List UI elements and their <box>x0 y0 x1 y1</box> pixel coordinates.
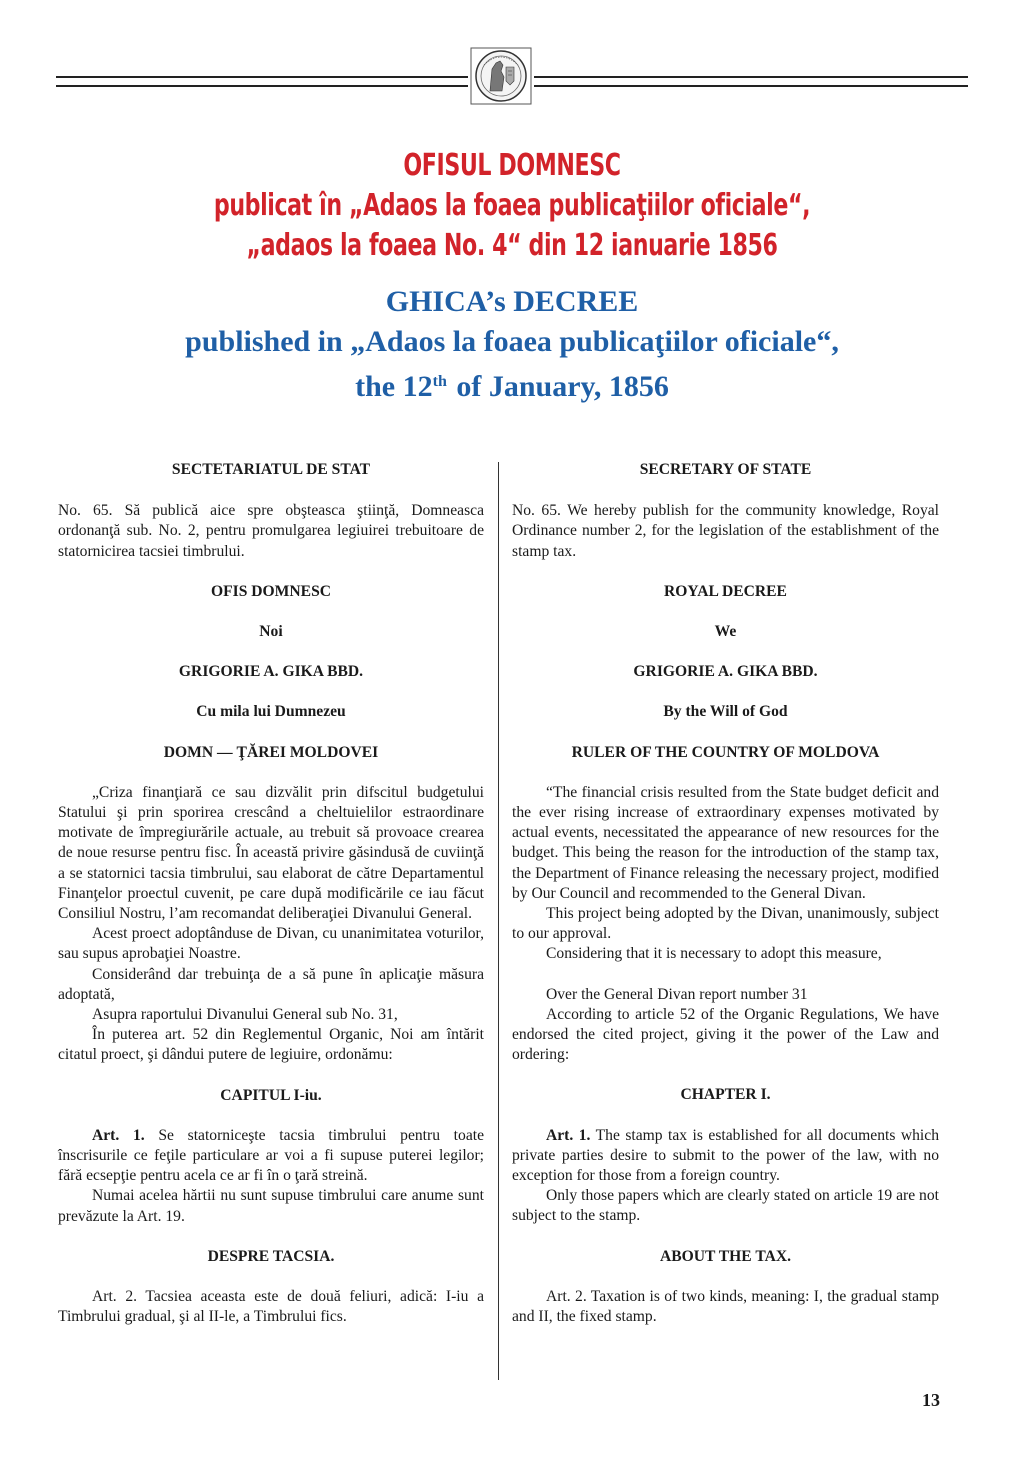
heading-ofis: OFIS DOMNESC <box>211 582 331 600</box>
heading-mila: Cu mila lui Dumnezeu <box>196 703 346 721</box>
heading-chapter: CHAPTER I. <box>680 1086 771 1104</box>
english-title <box>0 282 1024 407</box>
heading-domn: DOMN — ŢĂREI MOLDOVEI <box>163 743 379 761</box>
english-title-line-2: published in „Adaos la foaea publicaţiilor oficiale“, <box>185 325 839 358</box>
article-1 <box>512 1126 939 1187</box>
article-1 <box>58 1126 484 1187</box>
romanian-title <box>0 146 1024 266</box>
paragraph-1: „Criza finanţiară ce sau dizvălit prin difscitul budgetului Statului şi prin sporirea crescând a cheltuielilor estraordinare motivate de împregiurările actuale, au trebuit să provoace crearea de noue resurse pentru fisc. În această privire găsindusă de cuviinţă a se statornici tacsia timbrului, sau elaborat de către Departamentul Finanţelor proectul cuvenit, pe care după modificările ce iau făcut Consiliul Nostru, l’am recomandat deliberaţiei Divanului General. <box>58 783 484 923</box>
heading-secretary: SECRETARY OF STATE <box>639 461 812 478</box>
paragraph-1: “The financial crisis resulted from the State budget deficit and the ever rising increase of extraordinary expenses motivated by actual events, necessitated the appearance of new resources for the budget. This being the reason for the introduction of the stamp tax, the Department of Finance releasing the necessary project, modified by Our Council and recommended to the General Divan. <box>512 783 939 902</box>
english-title-date-a: the 12 <box>355 370 433 403</box>
romanian-title-line-3: „adaos la foaea No. 4“ din 12 ianuarie 1856 <box>246 228 778 263</box>
page-number: 13 <box>922 1390 940 1410</box>
paragraph-3: Considerând dar trebuinţa de a să pune în aplicaţie măsura adoptată, <box>58 965 484 1003</box>
heading-we: We <box>714 623 737 641</box>
heading-tacsia: DESPRE TACSIA. <box>207 1247 335 1265</box>
paragraph-no65: No. 65. We hereby publish for the community knowledge, Royal Ordinance number 2, for the legislation of the establishment of the stamp tax. <box>512 502 939 560</box>
article-1-text: Se statorniceşte tacsia timbrului pentru toate înscrisurile ce feţile particulare ar voi a fi supuse puterei legilor; fără ecsepţie pentru acela ce ar fi în o ţară streină. <box>58 1126 484 1185</box>
article-1-paragraph-2: Only those papers which are clearly stated on article 19 are not subject to the stamp. <box>512 1187 939 1225</box>
paragraph-no65: No. 65. Să publică aice spre obşteasca ştiinţă, Domneasca ordonanţă sub. No. 2, pentru promulgarea legiuirei trebuitoare de statornicirea tacsiei timbrului. <box>58 502 484 560</box>
article-2: Art. 2. Taxation is of two kinds, meaning: I, the gradual stamp and II, the fixed stamp. <box>512 1287 939 1326</box>
heading-ruler: RULER OF THE COUNTRY OF MOLDOVA <box>571 743 880 761</box>
column-divider <box>498 462 499 1380</box>
paragraph-4: Asupra raportului Divanului General sub No. 31, <box>92 1006 398 1024</box>
coat-of-arms-seal-icon <box>470 47 532 105</box>
article-1-paragraph-2: Numai acelea hărtii nu sunt supuse timbrului care anume sunt prevăzute la Art. 19. <box>58 1187 484 1225</box>
paragraph-4: Over the General Divan report number 31 <box>546 985 808 1003</box>
header-rule-left <box>56 76 468 87</box>
article-1-label: Art. 1. <box>546 1126 591 1144</box>
romanian-column <box>58 460 484 1328</box>
article-2: Art. 2. Tacsiea aceasta este de două feliuri, adică: I-iu a Timbrului gradual, şi al II-le, a Timbrului fics. <box>58 1288 484 1326</box>
heading-capitul: CAPITUL I-iu. <box>220 1086 322 1104</box>
english-title-line-1: GHICA’s DECREE <box>385 285 639 318</box>
heading-royal-decree: ROYAL DECREE <box>664 582 787 600</box>
english-column <box>512 460 939 1327</box>
paragraph-3: Considering that it is necessary to adopt this measure, <box>546 945 882 963</box>
paragraph-2: This project being adopted by the Divan, unanimously, subject to our approval. <box>512 905 939 943</box>
heading-will-of-god: By the Will of God <box>663 703 788 721</box>
heading-noi: Noi <box>259 623 283 641</box>
heading-about-tax: ABOUT THE TAX. <box>659 1247 791 1265</box>
heading-secretariat: SECTETARIATUL DE STAT <box>171 461 371 478</box>
romanian-title-line-2: publicat în „Adaos la foaea publicaţiilor oficiale“, <box>213 188 811 223</box>
paragraph-5: According to article 52 of the Organic Regulations, We have endorsed the cited project, giving it the power of the Law and ordering: <box>512 1005 939 1064</box>
romanian-title-line-1: OFISUL DOMNESC <box>403 148 621 183</box>
english-title-line-3 <box>0 362 1024 407</box>
article-1-text: The stamp tax is established for all documents which private parties desire to submit to the power of the law, with no exception for those from a foreign country. <box>512 1126 939 1185</box>
heading-ruler-name: GRIGORIE A. GIKA BBD. <box>178 663 364 681</box>
article-1-label: Art. 1. <box>92 1126 145 1144</box>
heading-ruler-name: GRIGORIE A. GIKA BBD. <box>633 663 818 681</box>
paragraph-5: În puterea art. 52 din Reglementul Organic, Noi am întărit citatul proect, şi dândui putere de legiuire, ordonămu: <box>58 1026 484 1064</box>
paragraph-2: Acest proect adoptânduse de Divan, cu unanimitatea voturilor, sau supus aprobaţiei Noastre. <box>58 925 484 963</box>
english-title-date-sup: th <box>432 373 447 390</box>
header-rule-right <box>534 76 968 87</box>
english-title-date-b: of January, 1856 <box>448 370 669 403</box>
